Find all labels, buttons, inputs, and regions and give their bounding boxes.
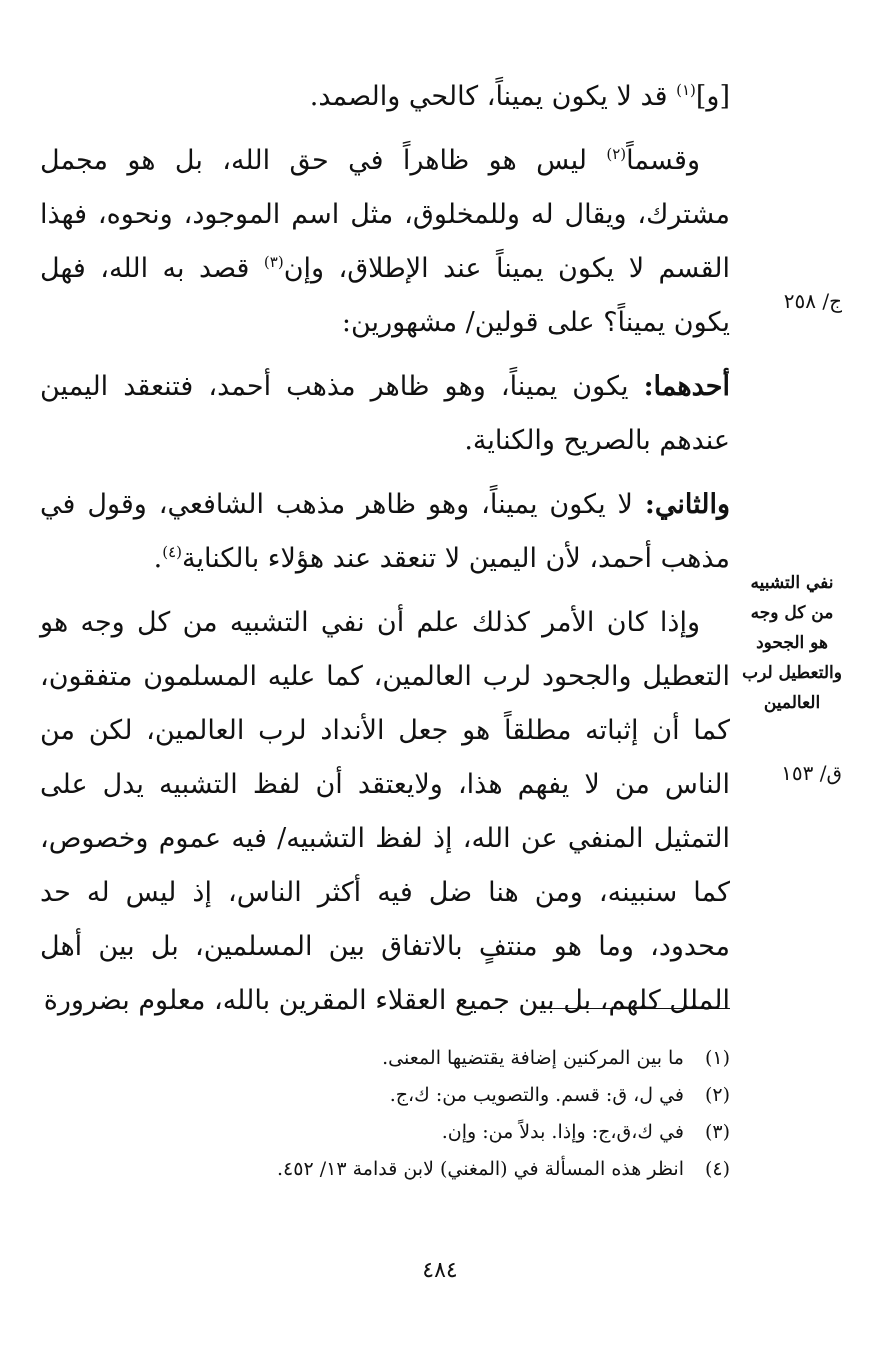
footnote-number: (٣) [704, 1121, 730, 1143]
paragraph-3 [40, 360, 730, 468]
paragraph-1-text: قد لا يكون يميناً، كالحي والصمد. [309, 81, 677, 112]
footnote-marker-1: (١) [676, 81, 696, 99]
manuscript-ref-qaf: ق/ ١٥٣ [781, 761, 842, 785]
footnote-1 [100, 1040, 730, 1077]
paragraph-1 [40, 70, 730, 124]
bracket-insertion: [و] [695, 81, 730, 112]
footnote-4 [100, 1151, 730, 1188]
paragraph-2-text-b: قصد به الله، فهل يكون يميناً؟ على قولين/ مشهورين: [40, 253, 730, 338]
paragraph-2-text-a: ليس هو ظاهراً في حق الله، بل هو مجمل مشترك، ويقال له وللمخلوق، مثل اسم الموجود، ونحوه، فهذا القسم لا يكون يميناً عند الإطلاق، وإن [40, 145, 730, 284]
paragraph-2 [40, 134, 730, 350]
footnote-text: في ك،ق،ج: وإذا. بدلاً من: وإن. [441, 1121, 684, 1143]
footnote-number: (١) [704, 1047, 730, 1069]
footnote-2 [100, 1077, 730, 1114]
main-text [40, 70, 730, 1028]
footnote-text: في ل، ق: قسم. والتصويب من: ك،ج. [389, 1084, 684, 1106]
paragraph-4-end: . [153, 543, 163, 574]
page-number: ٤٨٤ [422, 1258, 458, 1283]
paragraph-4-lead: والثاني: [644, 489, 730, 520]
footnote-number: (٤) [704, 1158, 730, 1180]
margin-heading: نفي التشبيه من كل وجه هو الجحود والتعطيل لرب العالمين [742, 573, 842, 713]
footnote-marker-4: (٤) [162, 543, 182, 561]
paragraph-4-text: لا يكون يميناً، وهو ظاهر مذهب الشافعي، وقول في مذهب أحمد، لأن اليمين لا تنعقد عند هؤلاء بالكناية [40, 489, 730, 574]
footnote-text: انظر هذه المسألة في (المغني) لابن قدامة ١٣/ ٤٥٢. [277, 1158, 684, 1180]
footnote-text: ما بين المركنين إضافة يقتضيها المعنى. [382, 1047, 684, 1069]
manuscript-ref-jim: ج/ ٢٥٨ [783, 289, 842, 313]
footnote-marker-3: (٣) [263, 253, 284, 271]
paragraph-5 [40, 596, 730, 1028]
footnotes [100, 1040, 730, 1188]
footnote-marker-2: (٢) [606, 145, 627, 163]
paragraph-3-lead: أحدهما: [643, 371, 730, 402]
footnote-3 [100, 1114, 730, 1151]
footnote-divider [538, 1008, 730, 1009]
paragraph-5-text: وإذا كان الأمر كذلك علم أن نفي التشبيه من كل وجه هو التعطيل والجحود لرب العالمين، كما عليه المسلمون متفقون، كما أن إثباته مطلقاً هو جعل الأنداد لرب العالمين، لكن من الناس من لا يفهم هذا، ولايعتقد أن لفظ التشبيه يدل على التمثيل المنفي عن الله، إذ لفظ التشبيه/ فيه عموم وخصوص، كما سنبينه، ومن هنا ضل فيه أكثر الناس، إذ ليس له حد محدود، وما هو منتفٍ بالاتفاق بين المسلمين، بل بين أهل الملل كلهم، بل بين جميع العقلاء المقرين بالله، معلوم بضرورة [40, 607, 730, 1016]
paragraph-2-start: وقسماً [626, 145, 700, 176]
footnote-number: (٢) [704, 1084, 730, 1106]
paragraph-4 [40, 478, 730, 586]
paragraph-3-text: يكون يميناً، وهو ظاهر مذهب أحمد، فتنعقد اليمين عندهم بالصريح والكناية. [40, 371, 730, 456]
